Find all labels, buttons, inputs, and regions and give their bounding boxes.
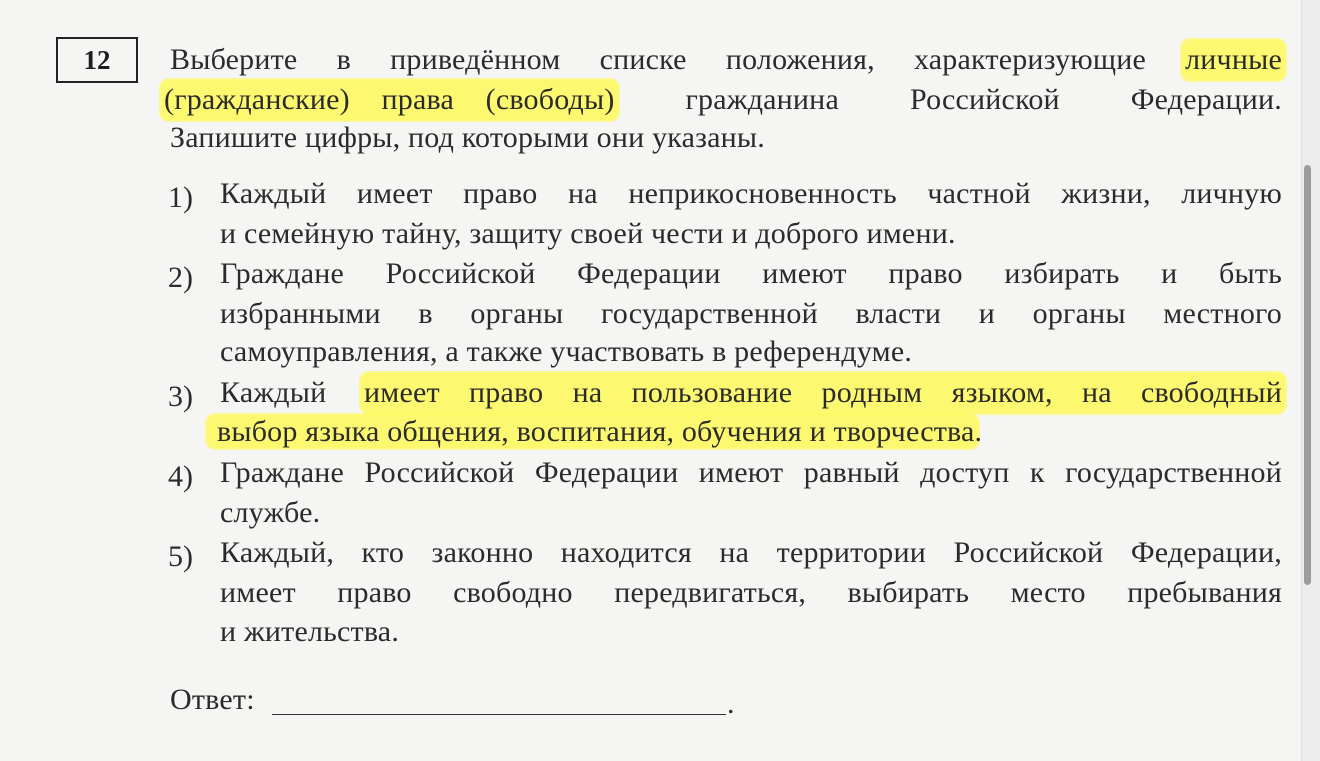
prompt-line-1 [170, 40, 1282, 80]
prompt-line-2 [164, 80, 1282, 120]
highlighted-text: (гражданские) права (свободы) [161, 80, 618, 120]
prompt-word: положения, [725, 43, 875, 76]
option-2-line-3: самоуправления, а также участвовать в референдуме. [220, 335, 913, 368]
option-5-line-1: Каждый, кто законно находится на территории Российской Федерации, [220, 536, 1282, 569]
option-4-line-2: службе. [220, 496, 321, 529]
prompt-word: гражданина [685, 83, 839, 116]
option-4-line-1: Граждане Российской Федерации имеют равный доступ к государственной [220, 456, 1282, 489]
option-4-marker: 4) [168, 460, 193, 493]
option-1-line-1: Каждый имеет право на неприкосновенность частной жизни, личную [220, 177, 1282, 210]
option-5-marker: 5) [168, 540, 193, 573]
option-3-text-end: . [974, 415, 983, 448]
answer-field[interactable] [272, 714, 726, 715]
option-2-line-2: избранными в органы государственной власти и органы местного [220, 297, 1282, 330]
option-3-line-2 [210, 412, 982, 452]
task-number-box [56, 37, 138, 83]
option-5-line-2: имеет право свободно передвигаться, выбирать место пребывания [220, 576, 1282, 609]
highlighted-text: имеет право на пользование родным языком, на свободный [361, 373, 1285, 413]
answer-end-mark: . [727, 687, 735, 720]
highlighted-text: выбор языка общения, воспитания, обучения и творчества [207, 415, 978, 448]
option-2-marker: 2) [168, 261, 193, 294]
prompt-word: в [336, 43, 351, 76]
task-number: 12 [83, 44, 111, 75]
option-1-line-2: и семейную тайну, защиту своей чести и доброго имени. [220, 217, 956, 250]
prompt-line-3 [170, 118, 765, 158]
answer-label: Ответ: [170, 683, 255, 716]
prompt-word: характеризующие [913, 43, 1146, 76]
scrollbar-thumb[interactable] [1304, 165, 1311, 585]
option-3-marker: 3) [168, 380, 193, 413]
prompt-word: Российской [909, 83, 1060, 116]
prompt-text: Запишите цифры, под которыми они указаны. [170, 121, 765, 154]
option-5-line-3: и жительства. [220, 615, 400, 648]
prompt-word: списке [599, 43, 687, 76]
option-3-line-1 [220, 373, 1282, 413]
option-2-line-1: Граждане Российской Федерации имеют право избирать и быть [220, 257, 1282, 290]
prompt-word: Выберите [170, 43, 298, 76]
option-3-text-start: Каждый [220, 376, 327, 409]
prompt-word: приведённом [390, 43, 561, 76]
prompt-word: Федерации. [1130, 83, 1282, 116]
highlighted-text: личные [1182, 40, 1285, 80]
option-1-marker: 1) [168, 181, 193, 214]
